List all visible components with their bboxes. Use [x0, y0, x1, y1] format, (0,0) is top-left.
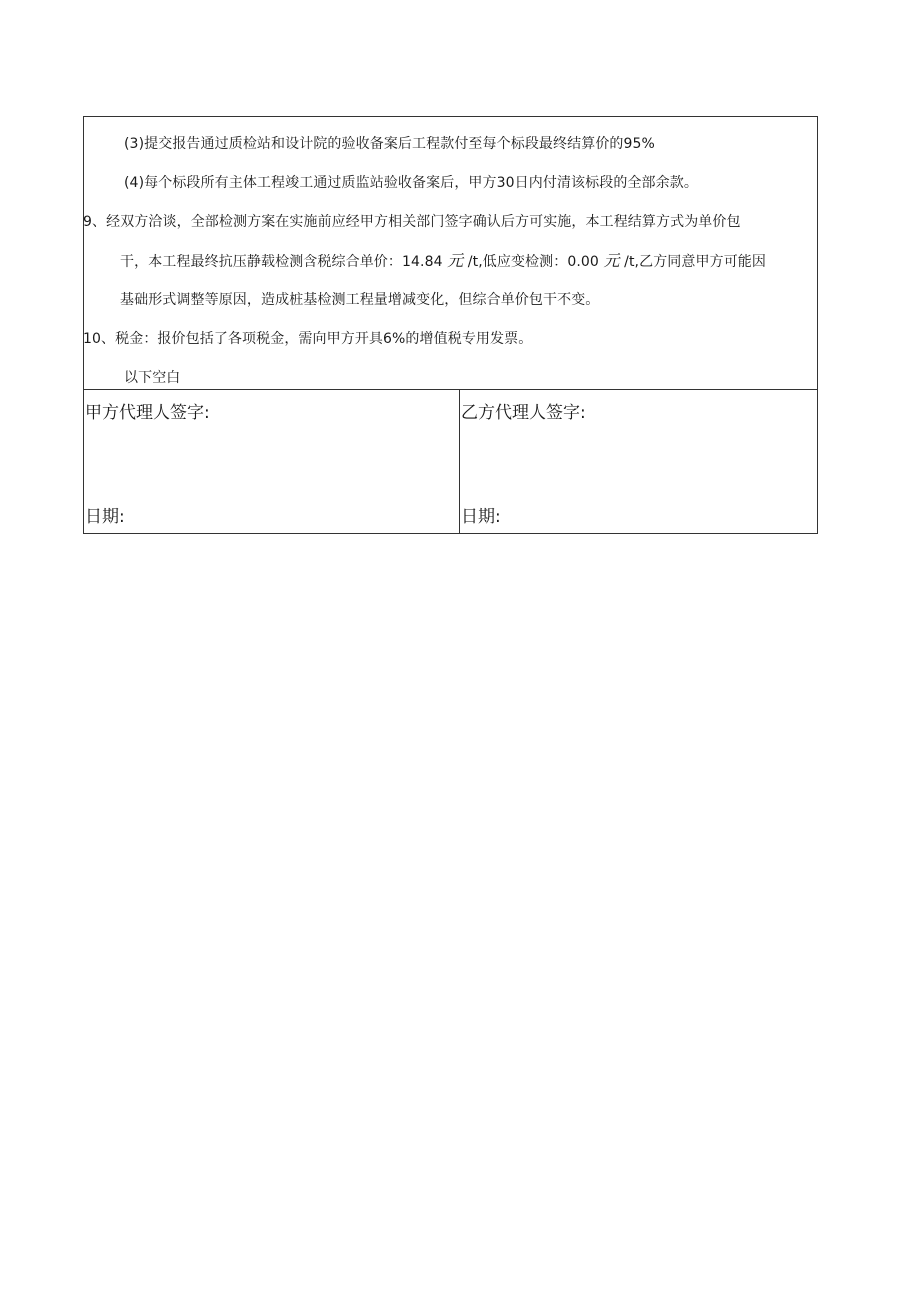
- party-a-signature-label: 甲方代理人签字:: [85, 403, 210, 423]
- clause-3: (3)提交报告通过质检站和设计院的验收备案后工程款付至每个标段最终结算价的95%: [124, 136, 655, 152]
- clause-10: 10、税金：报价包括了各项税金，需向甲方开具6%的增值税专用发票。: [83, 331, 533, 347]
- payment-clauses: [84, 117, 817, 389]
- clause-9-line-2-end: /t,乙方同意甲方可能因: [619, 254, 766, 270]
- unit-yuan: 元: [603, 251, 620, 270]
- blank-note: 以下空白: [124, 370, 181, 386]
- clause-9-line-1: 9、经双方洽谈，全部检测方案在实施前应经甲方相关部门签字确认后方可实施，本工程结算方式为单价包: [83, 214, 741, 230]
- party-a-signature-cell: [84, 390, 460, 534]
- party-a-date-label: 日期:: [85, 507, 125, 527]
- unit-yuan: 元: [447, 251, 464, 270]
- party-b-date-label: 日期:: [461, 507, 501, 527]
- unit-price-static-load: 干，本工程最终抗压静载检测含税综合单价：14.84: [120, 254, 448, 270]
- unit-price-low-strain: /t,低应变检测：0.00: [463, 254, 604, 270]
- clause-4: (4)每个标段所有主体工程竣工通过质监站验收备案后，甲方30日内付清该标段的全部余款。: [124, 175, 698, 191]
- contract-table: [83, 116, 818, 534]
- clause-9-line-2: [120, 252, 766, 271]
- clause-9-line-3: 基础形式调整等原因，造成桩基检测工程量增减变化，但综合单价包干不变。: [120, 292, 600, 308]
- party-b-signature-cell: [460, 390, 817, 534]
- party-b-signature-label: 乙方代理人签字:: [461, 403, 586, 423]
- signature-row: [84, 389, 817, 534]
